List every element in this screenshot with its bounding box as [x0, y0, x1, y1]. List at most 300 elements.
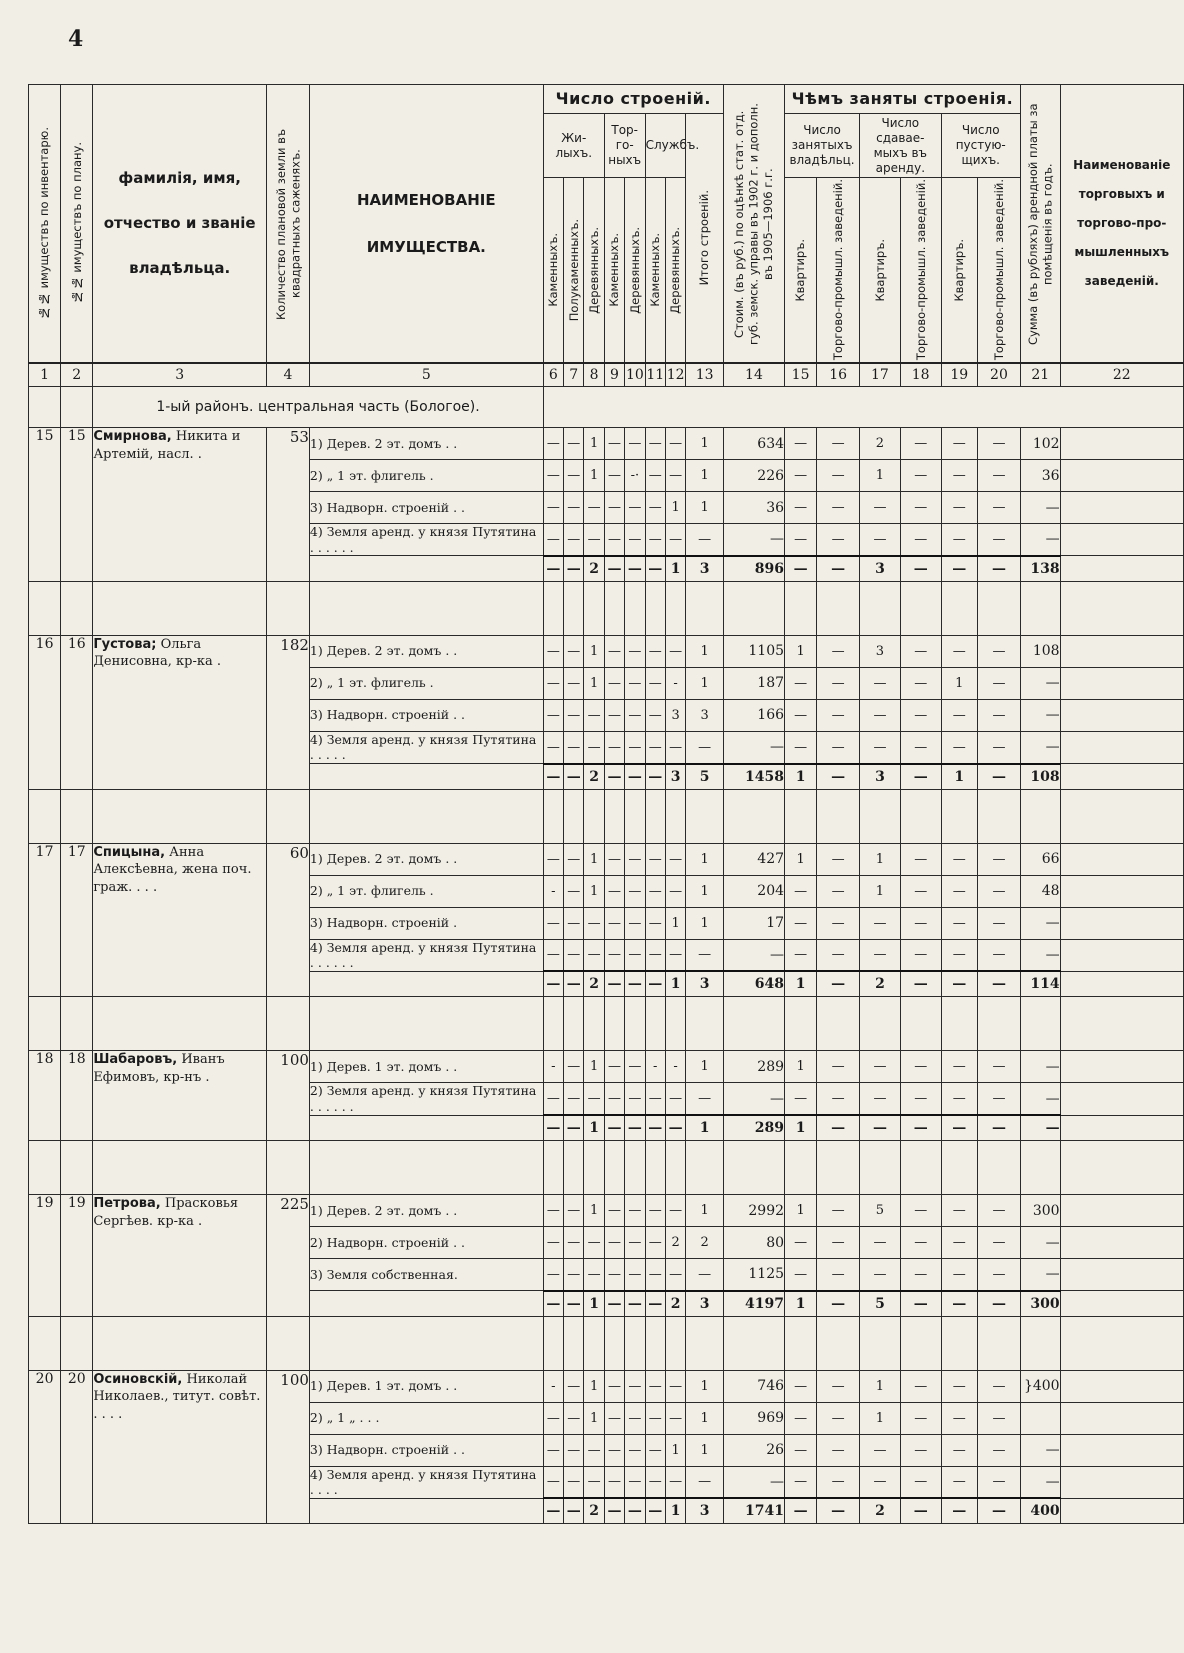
- value-cell: —: [860, 1434, 901, 1466]
- total-cell: —: [978, 1115, 1021, 1141]
- header-occupancy: Чѣмъ заняты строенія.: [785, 85, 1021, 114]
- column-number: 8: [584, 363, 604, 387]
- value-cell: -: [543, 1370, 563, 1402]
- value-cell: —: [1020, 1434, 1060, 1466]
- value-cell: —: [900, 1051, 941, 1083]
- value-cell: —: [1020, 699, 1060, 731]
- column-number: 21: [1020, 363, 1060, 387]
- value-cell: —: [625, 875, 645, 907]
- value-cell: —: [817, 428, 860, 460]
- value-cell: —: [625, 1227, 645, 1259]
- value-cell: —: [785, 939, 817, 971]
- value-cell: 1: [665, 907, 685, 939]
- value-cell: 1: [686, 1370, 724, 1402]
- value-cell: —: [817, 524, 860, 556]
- value-cell: —: [604, 907, 624, 939]
- value-cell: —: [584, 939, 604, 971]
- owner-surname: Густова;: [93, 636, 157, 652]
- total-cell: —: [625, 764, 645, 790]
- value-cell: —: [978, 1402, 1021, 1434]
- header-res-stone: Каменныхъ.: [543, 178, 563, 364]
- inventory-number: 16: [29, 635, 61, 789]
- value-cell: —: [900, 635, 941, 667]
- value-cell: —: [625, 1051, 645, 1083]
- value-cell: —: [564, 1051, 584, 1083]
- value-cell: 204: [723, 875, 784, 907]
- owner-details: Николай Николаев., титут. совѣт. . . . .: [93, 1371, 261, 1422]
- value-cell: —: [543, 1227, 563, 1259]
- value-cell: —: [604, 1466, 624, 1498]
- property-description: 2) „ 1 эт. флигель .: [309, 667, 543, 699]
- value-cell: —: [686, 1083, 724, 1115]
- header-land-area: Количество плановой земли въ квадратныхъ саженяхъ.: [267, 85, 310, 364]
- value-cell: —: [941, 1259, 977, 1291]
- value-cell: —: [817, 875, 860, 907]
- total-cell: 2: [584, 764, 604, 790]
- property-description: 3) Земля собственная.: [309, 1259, 543, 1291]
- value-cell: —: [564, 1466, 584, 1498]
- total-cell: —: [978, 764, 1021, 790]
- value-cell: —: [543, 524, 563, 556]
- total-cell: —: [564, 1291, 584, 1317]
- inventory-number: 17: [29, 843, 61, 997]
- total-cell: —: [817, 1498, 860, 1524]
- value-cell: 2: [665, 1227, 685, 1259]
- value-cell: —: [645, 1227, 665, 1259]
- header-owner-occupied: Число занятыхъ владѣльц.: [785, 114, 860, 178]
- value-cell: —: [604, 1051, 624, 1083]
- value-cell: —: [817, 635, 860, 667]
- total-cell: 1: [665, 1498, 685, 1524]
- total-cell: 3: [686, 1498, 724, 1524]
- value-cell: —: [785, 667, 817, 699]
- value-cell: 17: [723, 907, 784, 939]
- value-cell: —: [941, 875, 977, 907]
- total-cell: —: [543, 764, 563, 790]
- value-cell: —: [604, 1083, 624, 1115]
- district-heading: 1-ый районъ. центральная часть (Бологое).: [93, 387, 543, 428]
- total-cell: —: [604, 971, 624, 997]
- value-cell: —: [785, 460, 817, 492]
- value-cell: —: [625, 492, 645, 524]
- ledger-body: [29, 363, 1184, 1524]
- total-cell: —: [564, 971, 584, 997]
- value-cell: —: [625, 667, 645, 699]
- owner-cell: [93, 1195, 267, 1317]
- value-cell: —: [564, 1083, 584, 1115]
- value-cell: —: [978, 460, 1021, 492]
- value-cell: —: [645, 1259, 665, 1291]
- value-cell: 166: [723, 699, 784, 731]
- value-cell: —: [941, 1466, 977, 1498]
- value-cell: —: [564, 1402, 584, 1434]
- owner-surname: Осиновскій,: [93, 1371, 183, 1387]
- value-cell: —: [564, 875, 584, 907]
- total-cell: 1: [584, 1291, 604, 1317]
- value-cell: —: [584, 524, 604, 556]
- value-cell: 36: [723, 492, 784, 524]
- value-cell: —: [604, 1434, 624, 1466]
- value-cell: —: [604, 460, 624, 492]
- value-cell: —: [817, 1195, 860, 1227]
- owner-surname: Петрова,: [93, 1196, 161, 1211]
- value-cell: 1: [584, 635, 604, 667]
- value-cell: —: [817, 1402, 860, 1434]
- property-description: 2) „ 1 эт. флигель .: [309, 875, 543, 907]
- total-cell: —: [645, 1498, 665, 1524]
- plan-number: 19: [61, 1195, 93, 1317]
- total-cell: 4197: [723, 1291, 784, 1317]
- column-number: 20: [978, 363, 1021, 387]
- total-cell: 1: [584, 1115, 604, 1141]
- value-cell: —: [1020, 939, 1060, 971]
- value-cell: —: [645, 428, 665, 460]
- total-cell: —: [543, 1291, 563, 1317]
- value-cell: —: [900, 428, 941, 460]
- header-rent-sum: Сумма (въ рубляхъ) арендной платы за помѣщенія въ годъ.: [1020, 85, 1060, 364]
- value-cell: —: [785, 1259, 817, 1291]
- value-cell: —: [604, 875, 624, 907]
- header-trade-wood: Деревянныхъ.: [625, 178, 645, 364]
- value-cell: 1: [860, 460, 901, 492]
- value-cell: —: [900, 1402, 941, 1434]
- value-cell: —: [785, 699, 817, 731]
- total-cell: —: [543, 1115, 563, 1141]
- value-cell: -: [543, 875, 563, 907]
- total-cell: 2: [665, 1291, 685, 1317]
- value-cell: —: [978, 699, 1021, 731]
- value-cell: —: [564, 428, 584, 460]
- value-cell: —: [941, 524, 977, 556]
- value-cell: —: [900, 1227, 941, 1259]
- total-cell: 2: [584, 1498, 604, 1524]
- plan-number: 15: [61, 428, 93, 582]
- header-owner: фамилія, имя, отчество и званіе владѣльца.: [93, 85, 267, 364]
- value-cell: —: [604, 1227, 624, 1259]
- value-cell: —: [584, 1466, 604, 1498]
- value-cell: —: [785, 907, 817, 939]
- header-rented: Число сдавае- мыхъ въ аренду.: [860, 114, 942, 178]
- total-cell: —: [645, 556, 665, 582]
- value-cell: 2: [860, 428, 901, 460]
- header-owner-apartments: Квартиръ.: [785, 178, 817, 364]
- value-cell: —: [543, 1195, 563, 1227]
- owner-details: Никита и Артемій, насл. .: [93, 429, 241, 462]
- total-cell: —: [543, 556, 563, 582]
- value-cell: —: [564, 907, 584, 939]
- value-cell: —: [860, 731, 901, 763]
- value-cell: 48: [1020, 875, 1060, 907]
- value-cell: —: [941, 1195, 977, 1227]
- header-total-buildings: Итого строеній.: [686, 114, 724, 364]
- value-cell: —: [1020, 524, 1060, 556]
- value-cell: 1: [941, 667, 977, 699]
- value-cell: —: [978, 1466, 1021, 1498]
- header-number-of-buildings: Число строеній.: [543, 85, 723, 114]
- property-description: 4) Земля аренд. у князя Путятина . . . .: [309, 1466, 543, 1498]
- value-cell: 36: [1020, 460, 1060, 492]
- total-cell: —: [543, 1498, 563, 1524]
- owner-cell: [93, 635, 267, 789]
- value-cell: 1: [584, 875, 604, 907]
- value-cell: —: [625, 1434, 645, 1466]
- value-cell: 3: [686, 699, 724, 731]
- value-cell: 1: [686, 428, 724, 460]
- total-cell: —: [860, 1115, 901, 1141]
- value-cell: —: [645, 1434, 665, 1466]
- value-cell: 1: [686, 1195, 724, 1227]
- header-service-wood: Деревянныхъ.: [665, 178, 685, 364]
- value-cell: —: [817, 1227, 860, 1259]
- value-cell: —: [723, 1466, 784, 1498]
- value-cell: —: [817, 843, 860, 875]
- value-cell: —: [978, 875, 1021, 907]
- value-cell: —: [564, 843, 584, 875]
- value-cell: —: [543, 492, 563, 524]
- value-cell: —: [817, 1434, 860, 1466]
- total-cell: 3: [860, 764, 901, 790]
- total-cell: —: [543, 971, 563, 997]
- value-cell: —: [941, 428, 977, 460]
- property-description: 1) Дерев. 1 эт. домъ . .: [309, 1370, 543, 1402]
- property-description: 3) Надворн. строеній . .: [309, 1434, 543, 1466]
- column-number-row: [29, 363, 1184, 387]
- total-cell: 1: [785, 764, 817, 790]
- value-cell: [1020, 1402, 1060, 1434]
- value-cell: —: [645, 1195, 665, 1227]
- total-cell: —: [564, 1498, 584, 1524]
- value-cell: —: [665, 635, 685, 667]
- value-cell: —: [584, 1434, 604, 1466]
- total-cell: 3: [686, 1291, 724, 1317]
- total-cell: 1: [785, 1291, 817, 1317]
- value-cell: —: [543, 1083, 563, 1115]
- value-cell: —: [665, 460, 685, 492]
- value-cell: —: [604, 635, 624, 667]
- value-cell: —: [900, 731, 941, 763]
- value-cell: —: [941, 939, 977, 971]
- owner-details: Анна Алексѣевна, жена поч. граж. . . .: [93, 844, 252, 895]
- total-cell: —: [900, 1498, 941, 1524]
- value-cell: —: [604, 699, 624, 731]
- total-cell: —: [625, 971, 645, 997]
- value-cell: —: [817, 1259, 860, 1291]
- value-cell: —: [604, 939, 624, 971]
- column-number: 2: [61, 363, 93, 387]
- total-cell: 1: [665, 971, 685, 997]
- value-cell: -·: [625, 460, 645, 492]
- column-number: 10: [625, 363, 645, 387]
- total-cell: —: [625, 1291, 645, 1317]
- total-cell: 1: [686, 1115, 724, 1141]
- value-cell: —: [900, 1195, 941, 1227]
- value-cell: —: [785, 731, 817, 763]
- land-area: 53: [267, 428, 310, 582]
- owner-details: Ольга Денисовна, кр-ка .: [93, 636, 221, 670]
- value-cell: —: [543, 939, 563, 971]
- total-cell: 3: [665, 764, 685, 790]
- value-cell: —: [665, 1195, 685, 1227]
- value-cell: 969: [723, 1402, 784, 1434]
- value-cell: 1: [785, 1051, 817, 1083]
- value-cell: —: [785, 1402, 817, 1434]
- owner-details: Прасковья Сергѣев. кр-ка .: [93, 1196, 239, 1229]
- value-cell: —: [785, 1466, 817, 1498]
- value-cell: —: [941, 731, 977, 763]
- header-trade-stone: Каменныхъ.: [604, 178, 624, 364]
- total-cell: —: [564, 764, 584, 790]
- total-cell: —: [941, 971, 977, 997]
- value-cell: 1: [860, 843, 901, 875]
- value-cell: 1: [686, 492, 724, 524]
- column-number: 3: [93, 363, 267, 387]
- header-inventory-number: №№ имуществъ по инвентарю.: [29, 85, 61, 364]
- value-cell: —: [584, 492, 604, 524]
- value-cell: —: [645, 939, 665, 971]
- value-cell: —: [564, 939, 584, 971]
- ledger-sheet: [28, 84, 1184, 1524]
- property-description: 2) „ 1 „ . . .: [309, 1402, 543, 1434]
- value-cell: 1: [665, 1434, 685, 1466]
- value-cell: —: [645, 1083, 665, 1115]
- value-cell: —: [665, 939, 685, 971]
- value-cell: —: [941, 492, 977, 524]
- total-cell: 114: [1020, 971, 1060, 997]
- value-cell: —: [645, 1370, 665, 1402]
- header-res-semistone: Полукаменныхъ.: [564, 178, 584, 364]
- value-cell: —: [785, 1370, 817, 1402]
- land-area: 60: [267, 843, 310, 997]
- value-cell: 1: [584, 1051, 604, 1083]
- value-cell: —: [645, 667, 665, 699]
- owner-cell: [93, 1051, 267, 1141]
- value-cell: —: [625, 1370, 645, 1402]
- value-cell: —: [978, 907, 1021, 939]
- value-cell: —: [900, 667, 941, 699]
- column-number: 15: [785, 363, 817, 387]
- value-cell: 66: [1020, 843, 1060, 875]
- total-cell: —: [625, 556, 645, 582]
- value-cell: —: [543, 667, 563, 699]
- value-cell: 1: [686, 1051, 724, 1083]
- value-cell: 1: [686, 635, 724, 667]
- value-cell: —: [900, 939, 941, 971]
- value-cell: —: [900, 524, 941, 556]
- total-cell: 300: [1020, 1291, 1060, 1317]
- column-number: 18: [900, 363, 941, 387]
- value-cell: —: [785, 492, 817, 524]
- value-cell: —: [645, 524, 665, 556]
- total-cell: —: [817, 764, 860, 790]
- plan-number: 20: [61, 1370, 93, 1524]
- value-cell: —: [860, 907, 901, 939]
- value-cell: —: [564, 731, 584, 763]
- value-cell: —: [665, 1466, 685, 1498]
- value-cell: —: [817, 1051, 860, 1083]
- total-cell: —: [604, 1115, 624, 1141]
- value-cell: —: [584, 699, 604, 731]
- plan-number: 18: [61, 1051, 93, 1141]
- property-ledger-table: [28, 84, 1184, 1524]
- value-cell: 80: [723, 1227, 784, 1259]
- value-cell: —: [564, 460, 584, 492]
- value-cell: —: [1020, 667, 1060, 699]
- value-cell: —: [1020, 1083, 1060, 1115]
- total-cell: —: [941, 1291, 977, 1317]
- value-cell: —: [941, 843, 977, 875]
- value-cell: —: [900, 460, 941, 492]
- value-cell: —: [625, 939, 645, 971]
- value-cell: —: [686, 524, 724, 556]
- value-cell: 108: [1020, 635, 1060, 667]
- value-cell: —: [584, 731, 604, 763]
- value-cell: —: [941, 635, 977, 667]
- total-cell: 2: [860, 971, 901, 997]
- value-cell: —: [543, 428, 563, 460]
- total-cell: —: [785, 1498, 817, 1524]
- column-number: 22: [1060, 363, 1183, 387]
- value-cell: —: [860, 1259, 901, 1291]
- header-plan-number: №№ имуществъ по плану.: [61, 85, 93, 364]
- column-number: 17: [860, 363, 901, 387]
- value-cell: —: [625, 1402, 645, 1434]
- value-cell: —: [604, 1195, 624, 1227]
- value-cell: —: [543, 1434, 563, 1466]
- total-cell: —: [604, 1291, 624, 1317]
- value-cell: —: [978, 635, 1021, 667]
- column-number: 13: [686, 363, 724, 387]
- value-cell: 1: [686, 875, 724, 907]
- value-cell: —: [900, 492, 941, 524]
- total-cell: 1: [941, 764, 977, 790]
- property-description: 2) „ 1 эт. флигель .: [309, 460, 543, 492]
- value-cell: —: [941, 699, 977, 731]
- value-cell: —: [604, 667, 624, 699]
- value-cell: —: [785, 1434, 817, 1466]
- value-cell: 634: [723, 428, 784, 460]
- property-description: 4) Земля аренд. у князя Путятина . . . . .: [309, 731, 543, 763]
- column-number: 14: [723, 363, 784, 387]
- value-cell: 1: [860, 875, 901, 907]
- total-cell: 3: [686, 971, 724, 997]
- value-cell: —: [900, 1083, 941, 1115]
- total-cell: 3: [860, 556, 901, 582]
- column-number: 4: [267, 363, 310, 387]
- value-cell: -: [645, 1051, 665, 1083]
- total-cell: 5: [686, 764, 724, 790]
- total-cell: —: [785, 556, 817, 582]
- value-cell: —: [604, 843, 624, 875]
- header-property-name: НАИМЕНОВАНІЕ ИМУЩЕСТВА.: [309, 85, 543, 364]
- value-cell: 1: [584, 1370, 604, 1402]
- total-cell: —: [978, 971, 1021, 997]
- value-cell: —: [900, 875, 941, 907]
- value-cell: 102: [1020, 428, 1060, 460]
- value-cell: —: [941, 1370, 977, 1402]
- column-number: 12: [665, 363, 685, 387]
- value-cell: —: [625, 1466, 645, 1498]
- owner-surname: Смирнова,: [93, 429, 172, 444]
- value-cell: —: [817, 1466, 860, 1498]
- value-cell: —: [604, 1370, 624, 1402]
- table-row: [29, 1370, 1184, 1402]
- value-cell: 1: [584, 460, 604, 492]
- value-cell: —: [543, 907, 563, 939]
- owner-cell: [93, 843, 267, 997]
- total-cell: —: [625, 1498, 645, 1524]
- value-cell: —: [1020, 1227, 1060, 1259]
- value-cell: —: [645, 492, 665, 524]
